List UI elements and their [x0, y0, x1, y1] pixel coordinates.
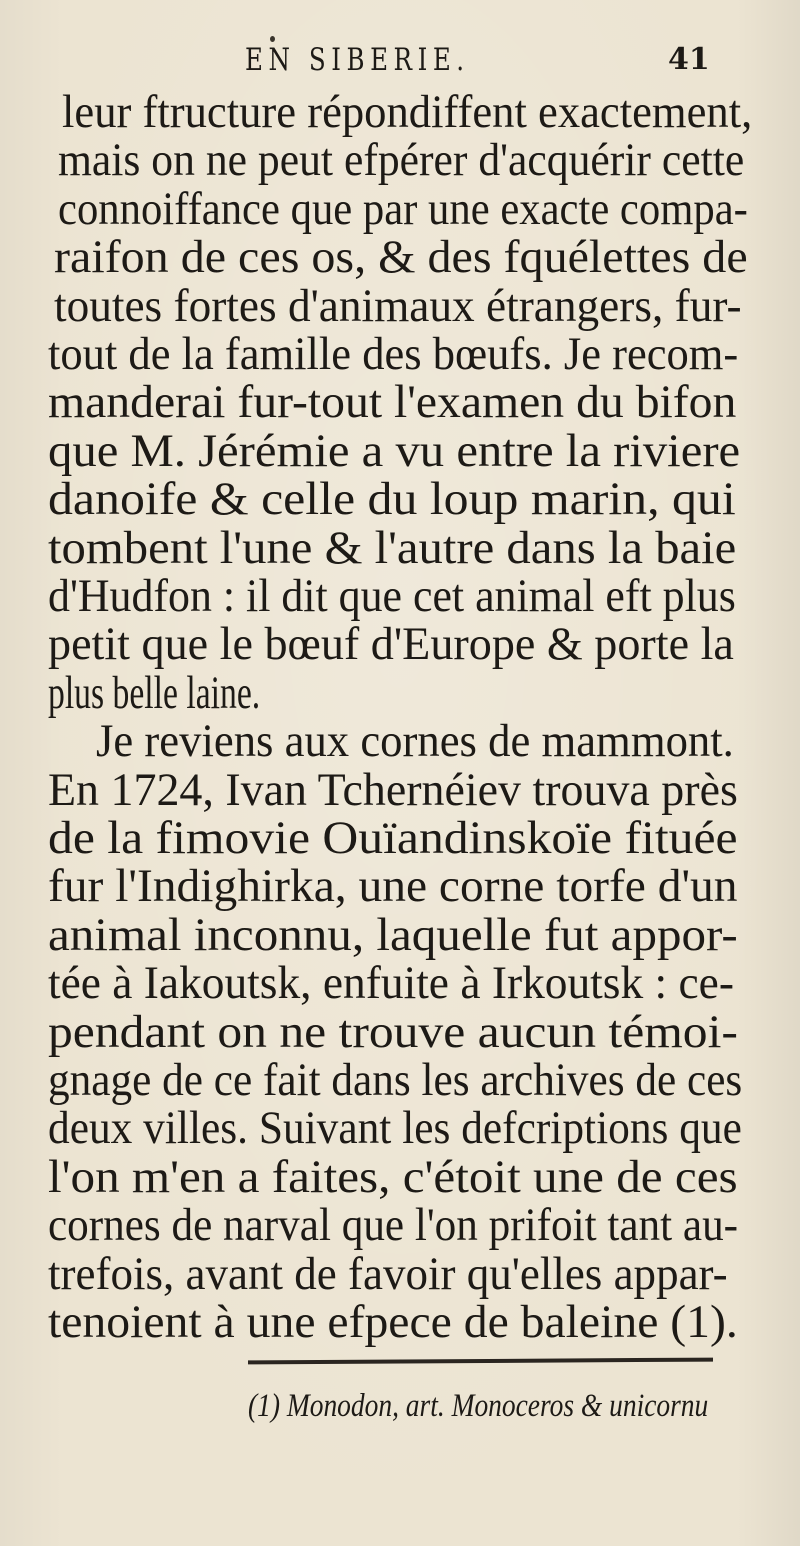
text-line: tout de la famille des bœufs. Je recom- [48, 328, 739, 380]
text-line: tée à Iakoutsk, enfuite à Irkoutsk : ce- [48, 957, 734, 1010]
text-line: pendant on ne trouve aucun témoi- [48, 1005, 738, 1058]
text-line: cornes de narval que l'on prifoit tant au- [48, 1199, 739, 1252]
text-line: d'Hudfon : il dit que cet animal eft plus [48, 570, 736, 622]
text-line: deux villes. Suivant les defcriptions que [48, 1102, 742, 1155]
footnote-rule [248, 1358, 713, 1365]
text-line: fur l'Indighirka, une corne torfe d'un [48, 860, 738, 913]
text-line: trefois, avant de favoir qu'elles appar- [48, 1247, 728, 1300]
text-line: toutes fortes d'animaux étrangers, fur- [54, 279, 742, 332]
text-line: danoife & celle du loup marin, qui [48, 473, 736, 526]
text-line: plus belle laine. [48, 666, 261, 719]
footnote: (1) Monodon, art. Monoceros & unicornu [248, 1388, 709, 1424]
text-line: connoiffance que par une exacte compa- [58, 182, 748, 235]
text-line: animal inconnu, laquelle fut appor- [48, 908, 738, 961]
text-line: mais on ne peut efpérer d'acquérir cette [58, 134, 745, 187]
text-line: En 1724, Ivan Tchernéiev trouva près [48, 763, 738, 816]
text-line: manderai fur-tout l'examen du bifon [48, 376, 737, 429]
text-line: leur ftructure répondiffent exactement, [62, 86, 753, 138]
text-line: tenoient à une efpece de baleine (1). [48, 1296, 738, 1348]
text-line: raifon de ces os, & des fquélettes de [54, 231, 748, 284]
text-line: tombent l'une & l'autre dans la baie [48, 521, 737, 574]
text-line: que M. Jérémie a vu entre la riviere [48, 424, 741, 477]
text-line: l'on m'en a faites, c'étoit une de ces [48, 1150, 738, 1203]
text-line: de la fimovie Ouïandinskoïe fituée [48, 812, 738, 864]
page-number: 41 [668, 42, 710, 77]
text-line: gnage de ce fait dans les archives de ces [48, 1054, 743, 1106]
text-line: petit que le bœuf d'Europe & porte la [48, 618, 734, 671]
running-head: EN SIBERIE. [245, 42, 470, 78]
text-line: Je reviens aux cornes de mammont. [96, 715, 734, 768]
